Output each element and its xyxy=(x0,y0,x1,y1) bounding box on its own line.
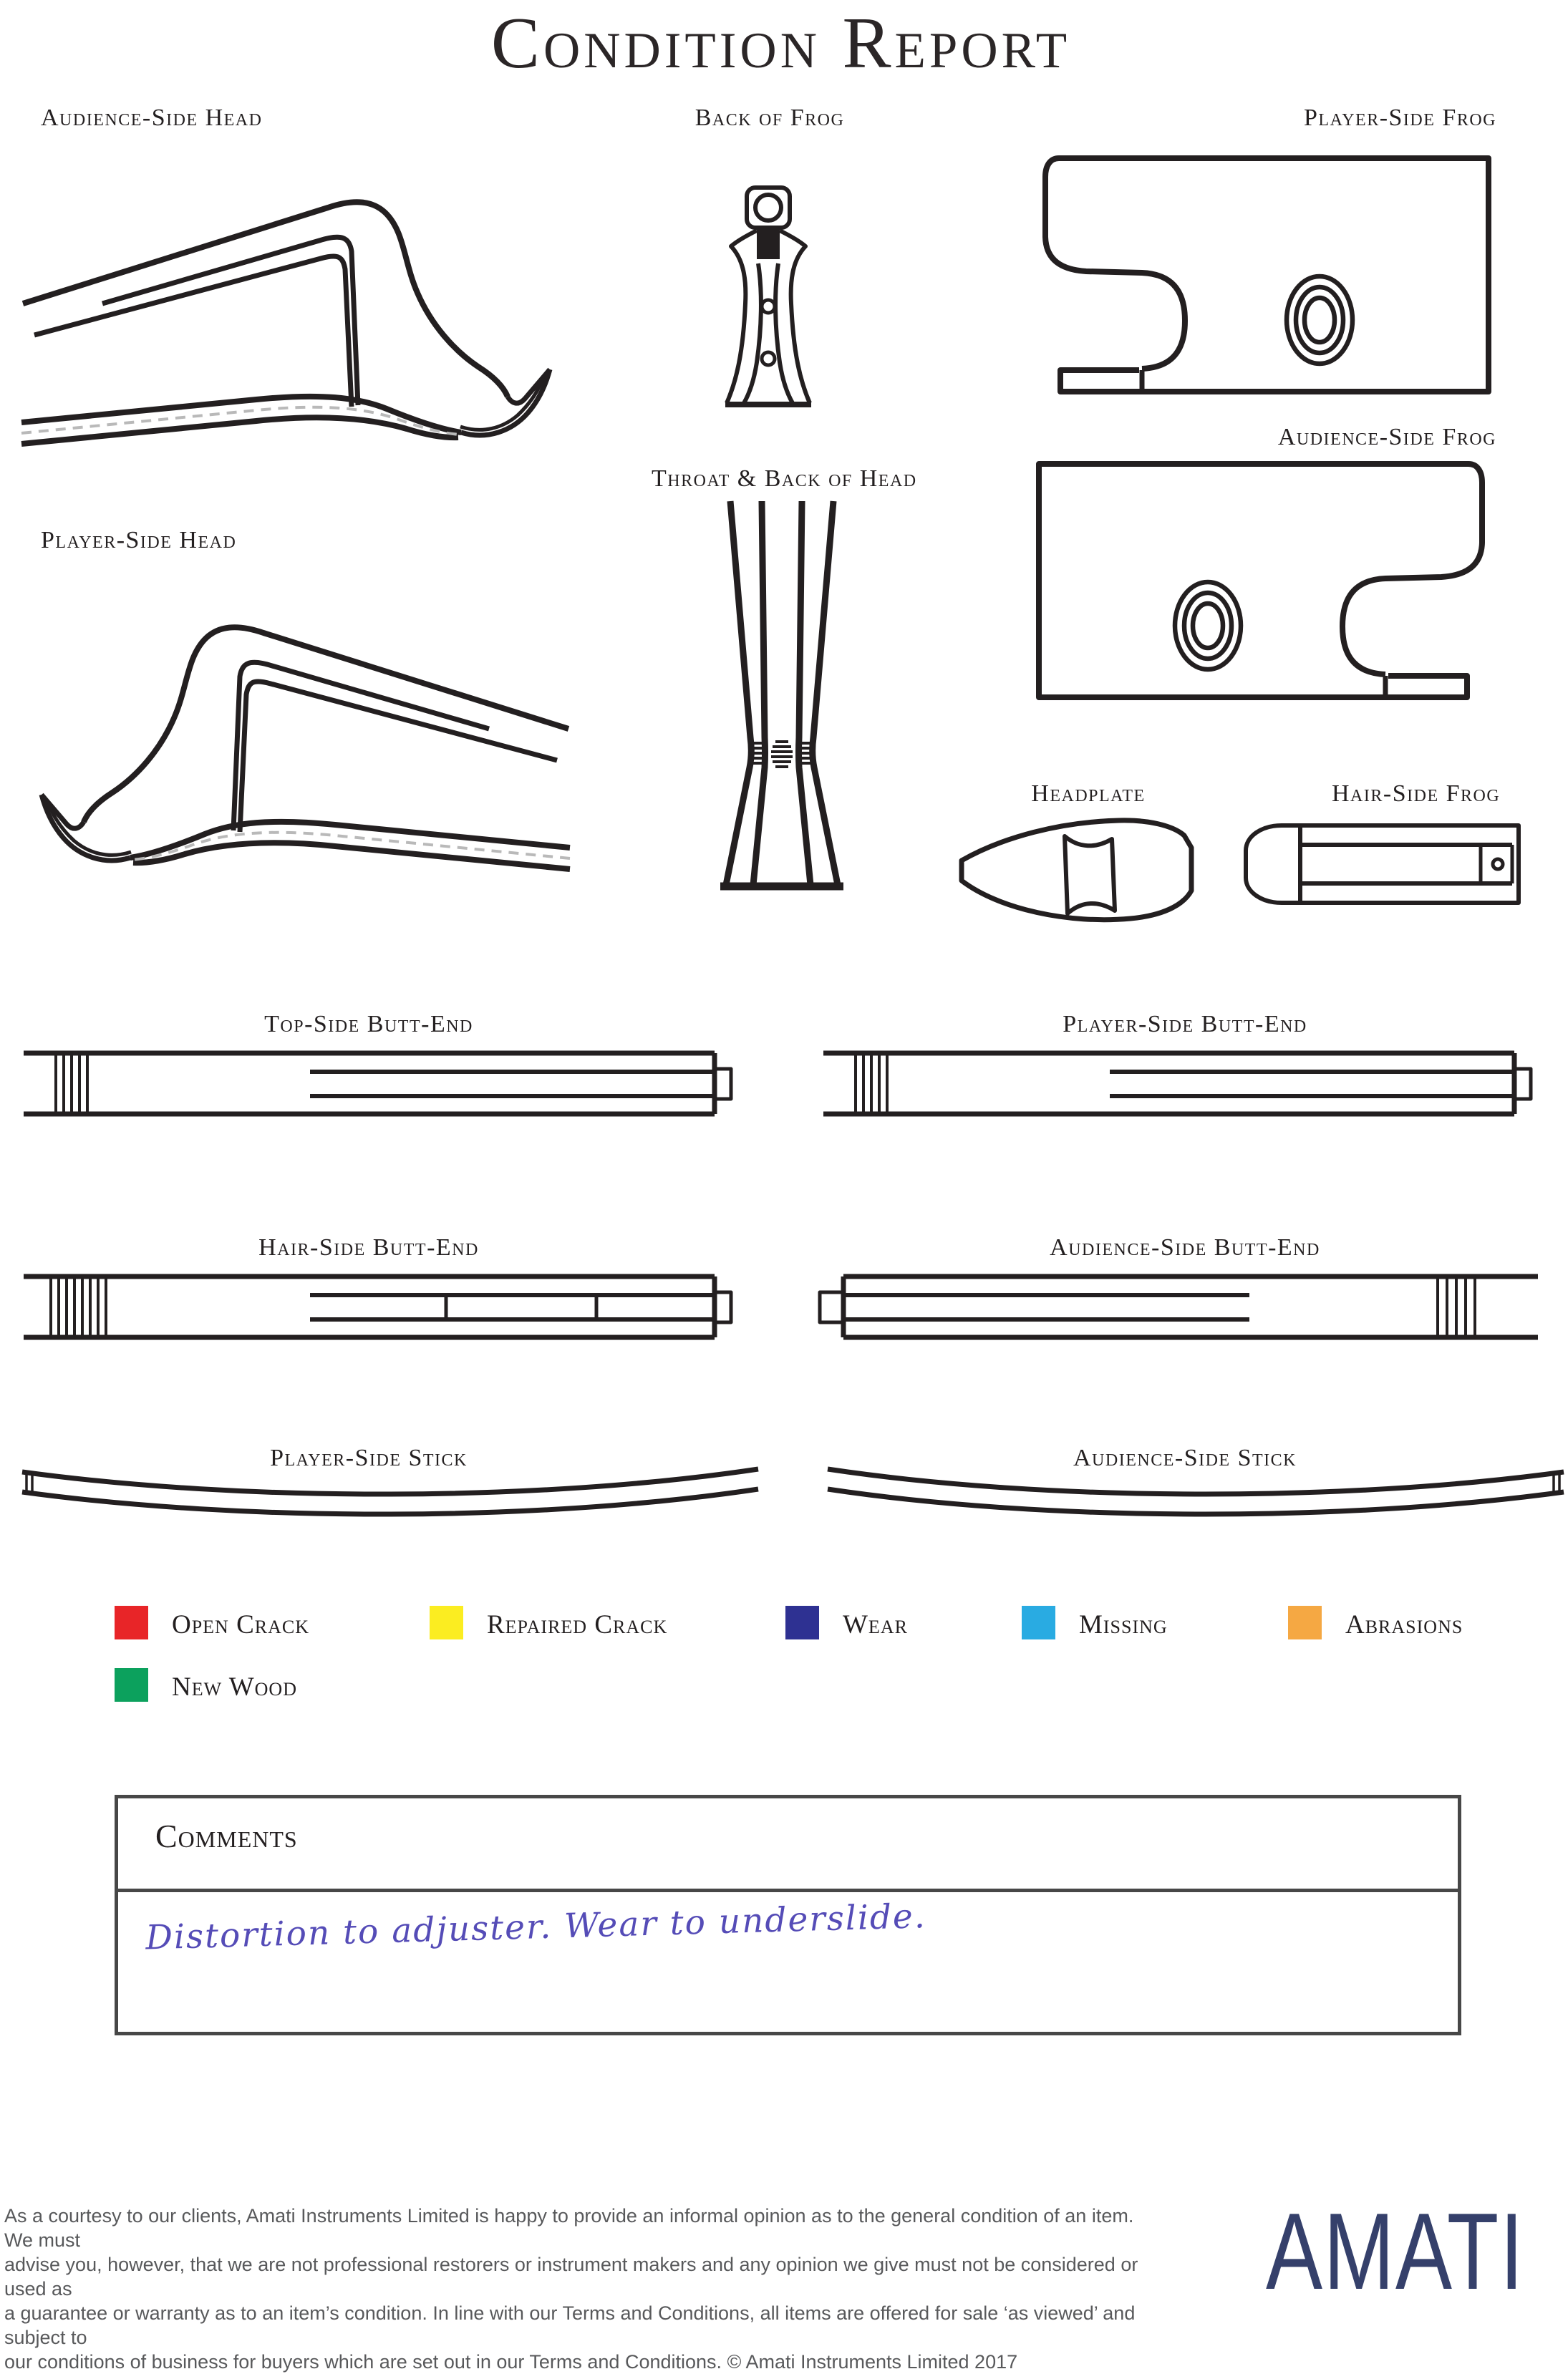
footer-line: a guarantee or warranty as to an item’s condition. In line with our Terms and Conditions, all items are offered for sale ‘as viewed’ and subject to xyxy=(4,2302,1136,2348)
throat-back-of-head-diagram xyxy=(710,501,853,895)
comments-heading: Comments xyxy=(155,1818,298,1854)
footer-line: advise you, however, that we are not professional restorers or instrument makers and any opinion we give must not be considered or used as xyxy=(4,2254,1138,2300)
hair-side-butt-end-diagram xyxy=(24,1273,740,1341)
legend-label-new-wood: New Wood xyxy=(172,1672,297,1702)
legend-label-wear: Wear xyxy=(843,1610,908,1639)
audience-side-stick-diagram xyxy=(823,1466,1568,1511)
comments-handwriting: Distortion to adjuster. Wear to underslide. xyxy=(145,1896,927,1958)
legend-swatch-missing xyxy=(1022,1606,1055,1639)
legend-swatch-wear xyxy=(785,1606,819,1639)
comments-divider xyxy=(115,1889,1461,1892)
label-hair-side-butt-end: Hair-Side Butt-End xyxy=(258,1234,479,1261)
legend-swatch-abrasions xyxy=(1288,1606,1322,1639)
label-player-side-head: Player-Side Head xyxy=(41,527,237,553)
label-player-side-butt-end: Player-Side Butt-End xyxy=(1063,1011,1307,1037)
label-audience-side-head: Audience-Side Head xyxy=(41,105,263,131)
legend-label-repaired-crack: Repaired Crack xyxy=(487,1610,668,1639)
audience-side-frog-diagram xyxy=(1035,458,1493,702)
hair-side-frog-diagram xyxy=(1240,823,1521,906)
footer-line: As a courtesy to our clients, Amati Instruments Limited is happy to provide an informal opinion as to the general condition of an item. We must xyxy=(4,2205,1134,2251)
footer-line: our conditions of business for buyers which are set out in our Terms and Conditions. © Amati Instruments Limited 2017 xyxy=(4,2351,1018,2373)
player-side-frog-diagram xyxy=(1035,152,1493,396)
legend-label-open-crack: Open Crack xyxy=(172,1610,310,1639)
amati-logo: AMATI xyxy=(1266,2191,1525,2312)
player-side-butt-end-diagram xyxy=(823,1050,1539,1118)
headplate-diagram xyxy=(956,810,1192,919)
label-audience-side-stick: Audience-Side Stick xyxy=(1073,1445,1297,1471)
audience-side-butt-end-diagram xyxy=(816,1273,1539,1341)
legend-label-missing: Missing xyxy=(1079,1610,1168,1639)
legend-swatch-new-wood xyxy=(115,1668,148,1702)
label-audience-side-frog: Audience-Side Frog xyxy=(1277,424,1496,450)
label-hair-side-frog: Hair-Side Frog xyxy=(1332,780,1501,807)
player-side-stick-diagram xyxy=(18,1466,763,1511)
audience-side-head-diagram xyxy=(20,140,571,452)
legend-swatch-repaired-crack xyxy=(430,1606,463,1639)
player-side-head-diagram xyxy=(20,566,571,877)
label-back-of-frog: Back of Frog xyxy=(695,105,845,131)
page-title: Condition Report xyxy=(490,3,1071,84)
label-throat-back-of-head: Throat & Back of Head xyxy=(652,465,917,492)
comments-box xyxy=(115,1795,1461,2035)
legend-label-abrasions: Abrasions xyxy=(1345,1610,1463,1639)
back-of-frog-diagram xyxy=(718,185,818,410)
top-side-butt-end-diagram xyxy=(24,1050,740,1118)
label-player-side-stick: Player-Side Stick xyxy=(270,1445,468,1471)
footer-disclaimer xyxy=(4,2204,1150,2374)
label-top-side-butt-end: Top-Side Butt-End xyxy=(264,1011,473,1037)
label-audience-side-butt-end: Audience-Side Butt-End xyxy=(1050,1234,1320,1261)
legend-swatch-open-crack xyxy=(115,1606,148,1639)
label-player-side-frog: Player-Side Frog xyxy=(1304,105,1496,131)
label-headplate: Headplate xyxy=(1031,780,1146,807)
